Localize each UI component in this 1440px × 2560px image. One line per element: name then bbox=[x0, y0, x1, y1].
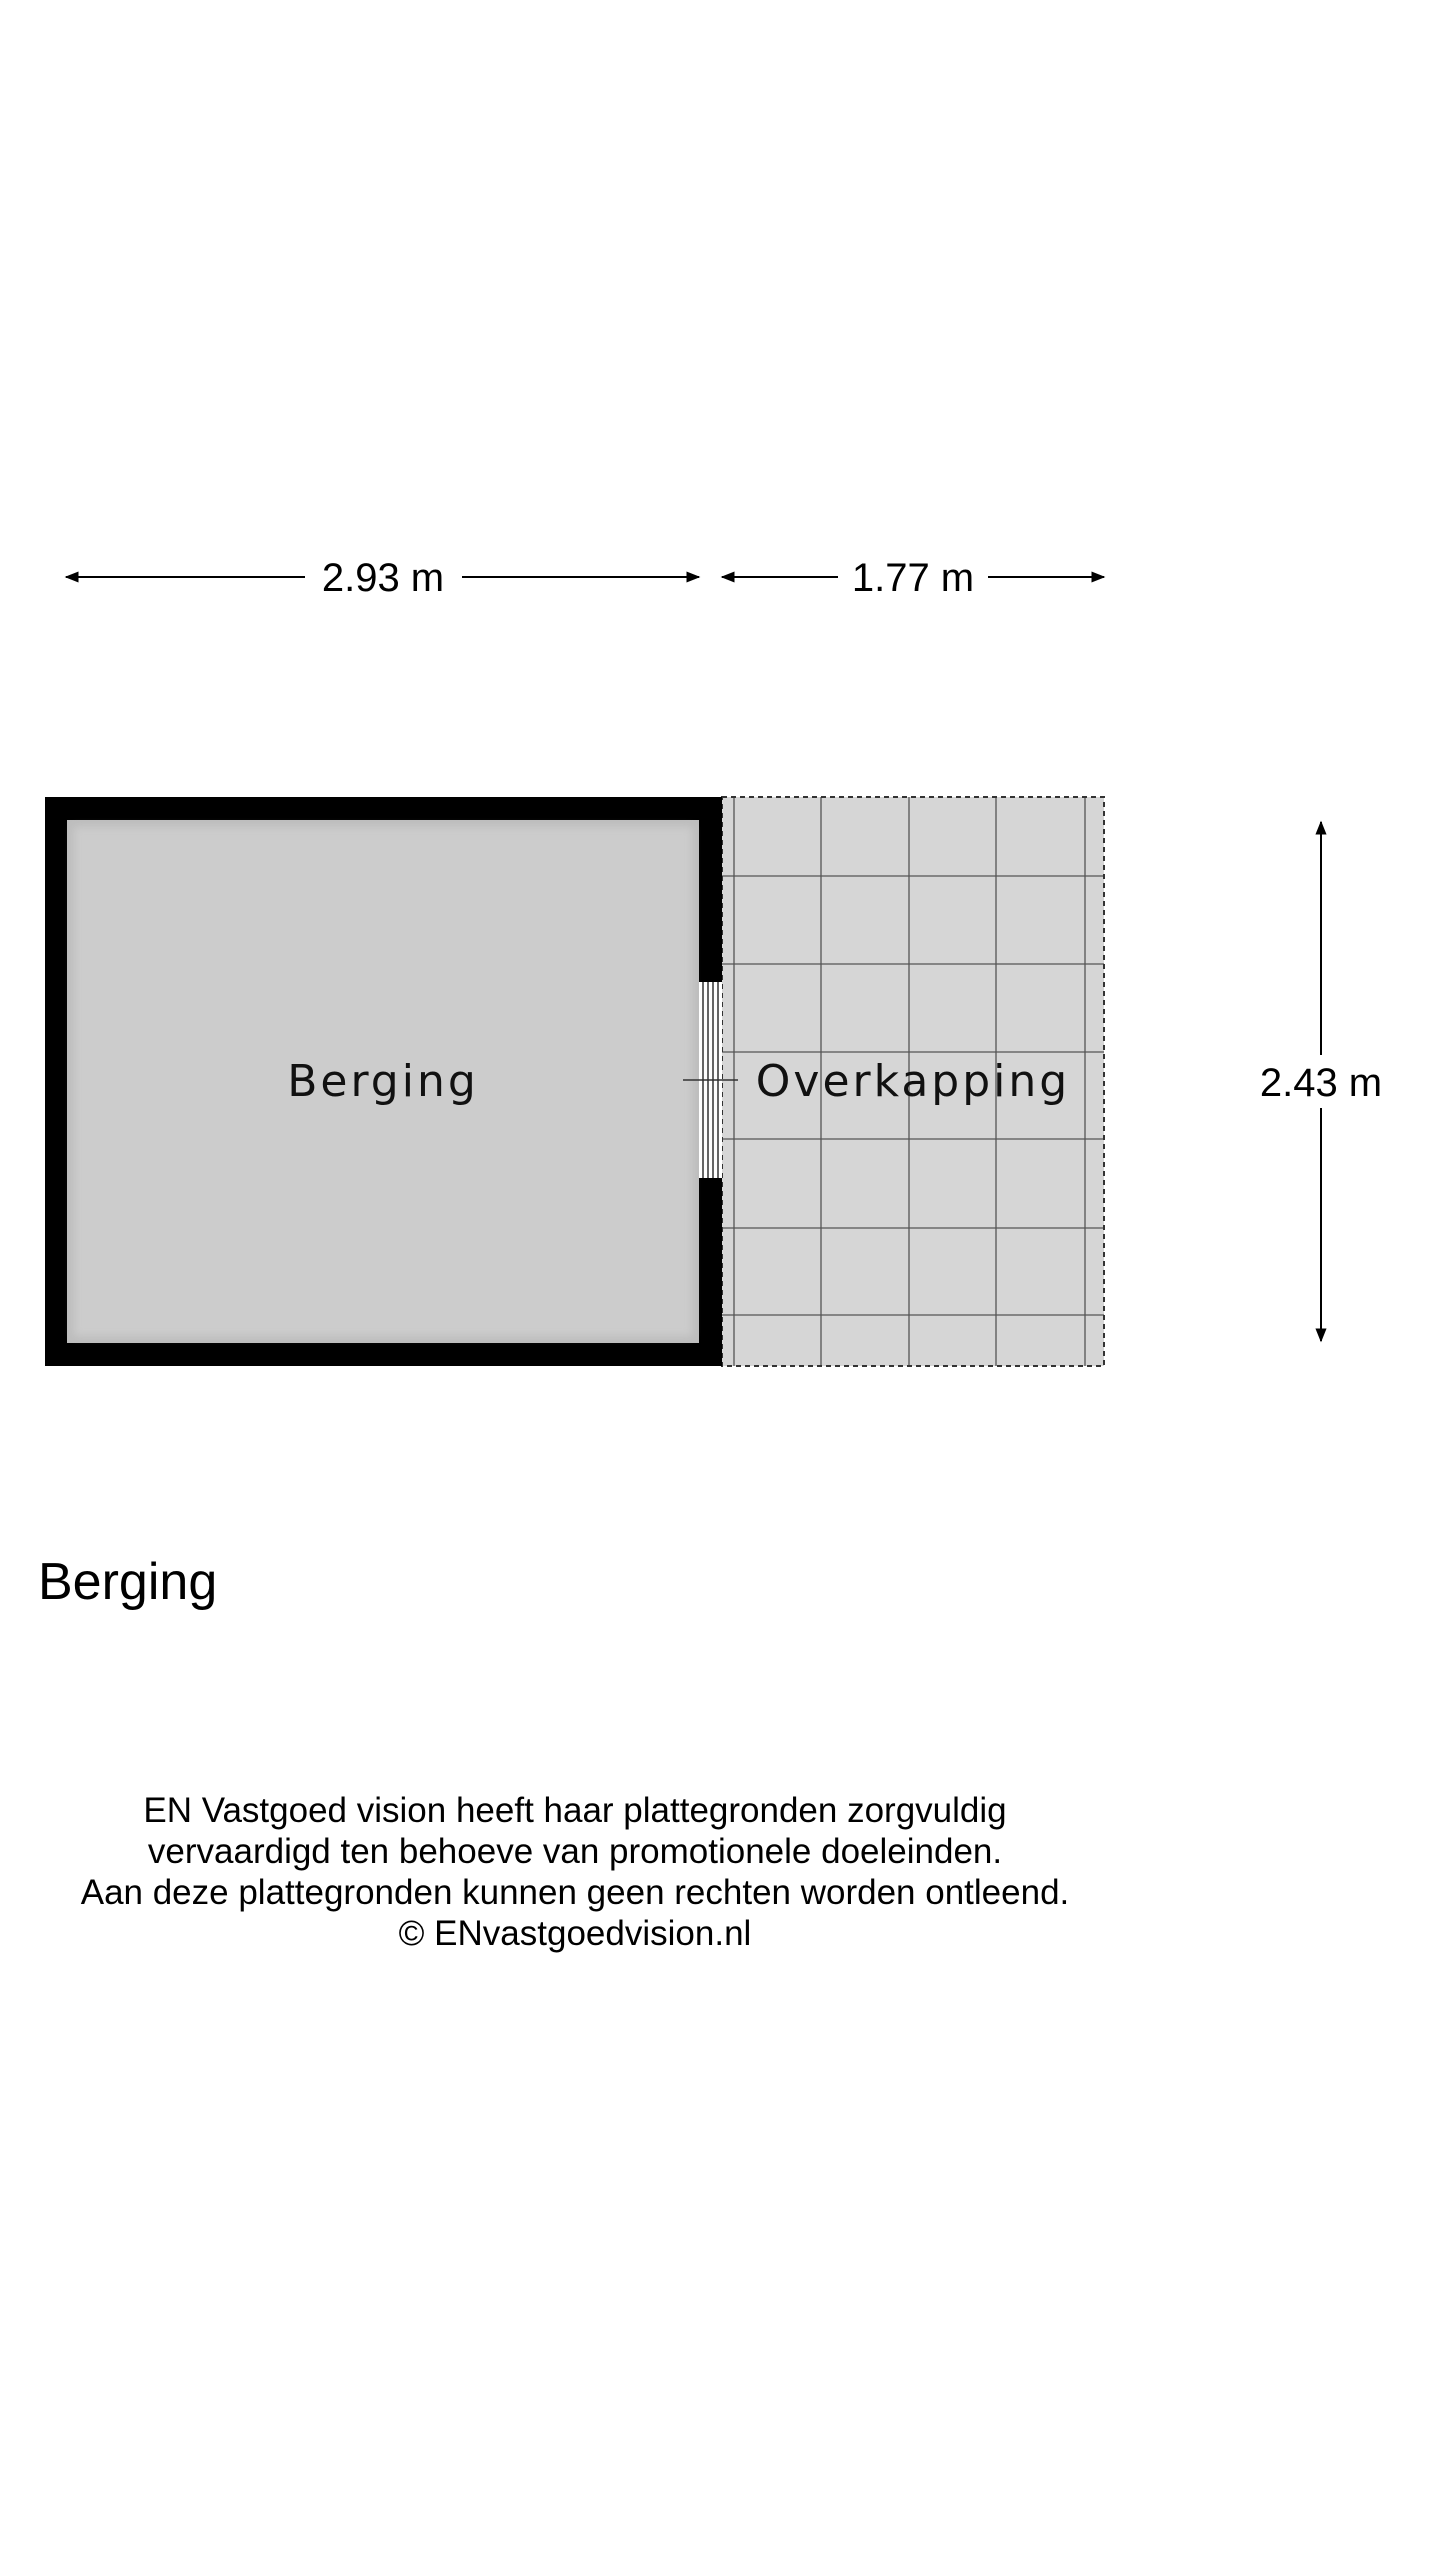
disclaimer-line: vervaardigd ten behoeve van promotionele doeleinden. bbox=[147, 1832, 1003, 1871]
dimension-depth bbox=[1260, 822, 1382, 1341]
dimension-label: 1.77 m bbox=[851, 556, 975, 600]
disclaimer-line: Aan deze plattegronden kunnen geen rechten worden ontleend. bbox=[80, 1873, 1070, 1912]
disclaimer bbox=[0, 1790, 1150, 1954]
dimension-label: 2.93 m bbox=[321, 556, 445, 600]
floor-title: Berging bbox=[38, 1553, 218, 1611]
disclaimer-line: EN Vastgoed vision heeft haar plattegronden zorgvuldig bbox=[143, 1791, 1007, 1830]
room-label: Berging bbox=[287, 1056, 479, 1107]
dimension-label: 2.43 m bbox=[1259, 1061, 1383, 1105]
room-overkapping bbox=[722, 797, 1104, 1366]
room-berging bbox=[45, 797, 738, 1366]
room-label: Overkapping bbox=[755, 1056, 1071, 1107]
dimension-overkapping-width bbox=[722, 556, 1104, 600]
dimension-berging-width bbox=[66, 556, 699, 600]
copyright: © ENvastgoedvision.nl bbox=[398, 1914, 752, 1953]
